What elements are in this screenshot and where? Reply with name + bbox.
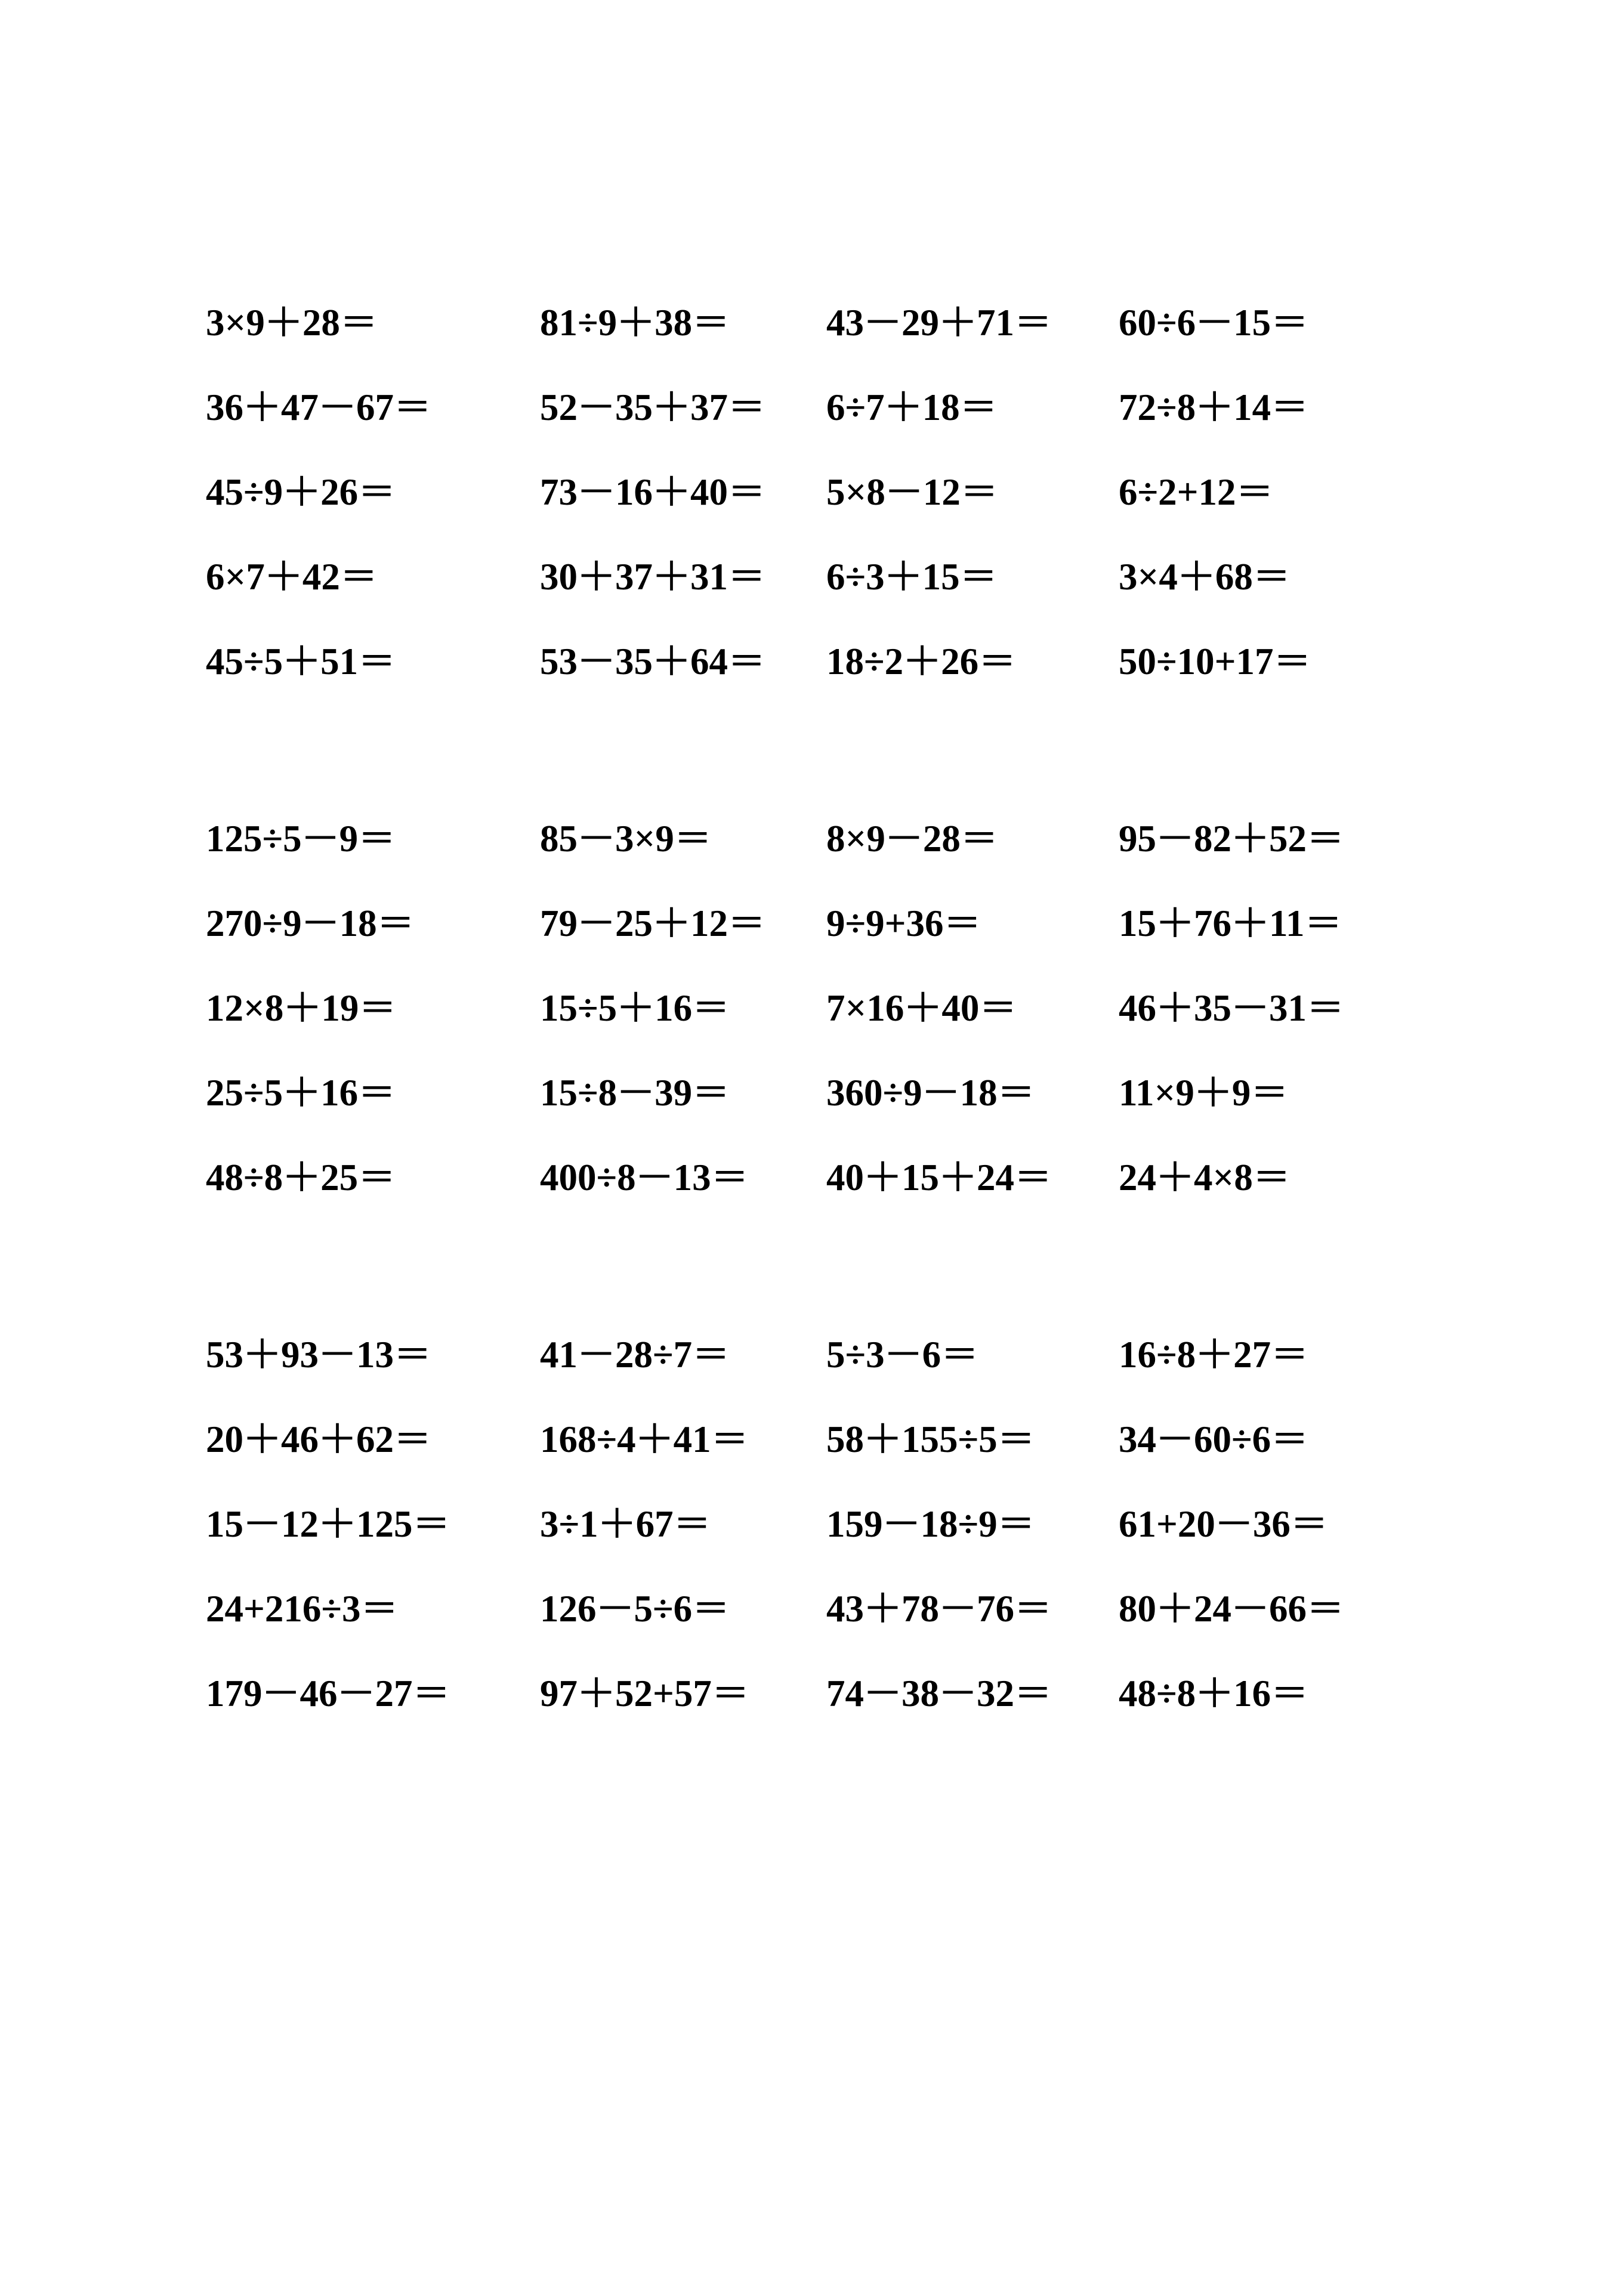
problem-block-3 [206,1312,1429,1736]
problem-item: 85－3×9＝ [540,818,712,860]
problem-item: 16÷8＋27＝ [1119,1334,1309,1376]
problem-row [206,1312,1429,1397]
problem-item: 24+216÷3＝ [206,1588,399,1630]
problem-row [206,365,1429,450]
problem-item: 15÷8－39＝ [540,1072,730,1114]
problem-item: 3×9＋28＝ [206,302,378,344]
problem-item: 7×16＋40＝ [826,987,1017,1029]
problem-item: 74－38－32＝ [826,1673,1052,1714]
problem-item: 43－29＋71＝ [826,302,1052,344]
problem-item: 80＋24－66＝ [1119,1588,1344,1630]
problem-item: 126－5÷6＝ [540,1588,730,1630]
problem-row [206,450,1429,534]
problem-row [206,534,1429,619]
problem-item: 360÷9－18＝ [826,1072,1035,1114]
problem-item: 159－18÷9＝ [826,1503,1035,1545]
problem-item: 53＋93－13＝ [206,1334,431,1376]
problem-item: 40＋15＋24＝ [826,1157,1052,1198]
problem-item: 6÷2+12＝ [1119,471,1274,513]
problem-row [206,881,1429,966]
problem-row [206,796,1429,881]
problem-item: 15－12＋125＝ [206,1503,450,1545]
problem-item: 53－35＋64＝ [540,641,765,682]
problem-item: 72÷8＋14＝ [1119,387,1309,428]
problem-item: 12×8＋19＝ [206,987,397,1029]
problem-item: 73－16＋40＝ [540,471,765,513]
problem-item: 25÷5＋16＝ [206,1072,396,1114]
problem-item: 46＋35－31＝ [1119,987,1344,1029]
problem-item: 168÷4＋41＝ [540,1419,749,1460]
problem-item: 6÷3＋15＝ [826,556,998,598]
problem-item: 9÷9+36＝ [826,903,981,944]
problem-item: 20＋46＋62＝ [206,1419,431,1460]
problem-item: 79－25＋12＝ [540,903,765,944]
problem-item: 11×9＋9＝ [1119,1072,1289,1114]
problem-item: 3÷1＋67＝ [540,1503,711,1545]
problem-row [206,1397,1429,1482]
problem-item: 45÷9＋26＝ [206,471,396,513]
problem-item: 15÷5＋16＝ [540,987,730,1029]
problem-item: 30＋37＋31＝ [540,556,765,598]
problem-item: 270÷9－18＝ [206,903,415,944]
problem-item: 81÷9＋38＝ [540,302,730,344]
problem-row [206,280,1429,365]
problem-item: 52－35＋37＝ [540,387,765,428]
problem-block-1 [206,280,1429,704]
problems-container [206,280,1429,1736]
problem-row [206,1482,1429,1566]
problem-item: 3×4＋68＝ [1119,556,1290,598]
problem-item: 24＋4×8＝ [1119,1157,1290,1198]
problem-item: 6×7＋42＝ [206,556,378,598]
problem-item: 5÷3－6＝ [826,1334,979,1376]
problem-row [206,1566,1429,1651]
problem-item: 18÷2＋26＝ [826,641,1017,682]
problem-item: 8×9－28＝ [826,818,998,860]
problem-item: 48÷8＋16＝ [1119,1673,1309,1714]
problem-item: 15＋76＋11＝ [1119,903,1342,944]
problem-item: 43＋78－76＝ [826,1588,1052,1630]
problem-item: 97＋52+57＝ [540,1673,749,1714]
problem-item: 58＋155÷5＝ [826,1419,1035,1460]
problem-item: 36＋47－67＝ [206,387,431,428]
problem-item: 45÷5＋51＝ [206,641,396,682]
problem-item: 5×8－12＝ [826,471,998,513]
problem-item: 34－60÷6＝ [1119,1419,1309,1460]
problem-row [206,1050,1429,1135]
problem-item: 60÷6－15＝ [1119,302,1309,344]
problem-item: 179－46－27＝ [206,1673,450,1714]
problem-item: 400÷8－13＝ [540,1157,749,1198]
problem-item: 50÷10+17＝ [1119,641,1311,682]
problem-item: 41－28÷7＝ [540,1334,730,1376]
problem-row [206,1135,1429,1220]
problem-item: 95－82＋52＝ [1119,818,1344,860]
problem-row [206,966,1429,1050]
problem-row [206,619,1429,704]
problem-item: 61+20－36＝ [1119,1503,1328,1545]
problem-block-2 [206,796,1429,1220]
problem-item: 125÷5－9＝ [206,818,396,860]
problem-item: 48÷8＋25＝ [206,1157,396,1198]
problem-item: 6÷7＋18＝ [826,387,998,428]
problem-row [206,1651,1429,1736]
